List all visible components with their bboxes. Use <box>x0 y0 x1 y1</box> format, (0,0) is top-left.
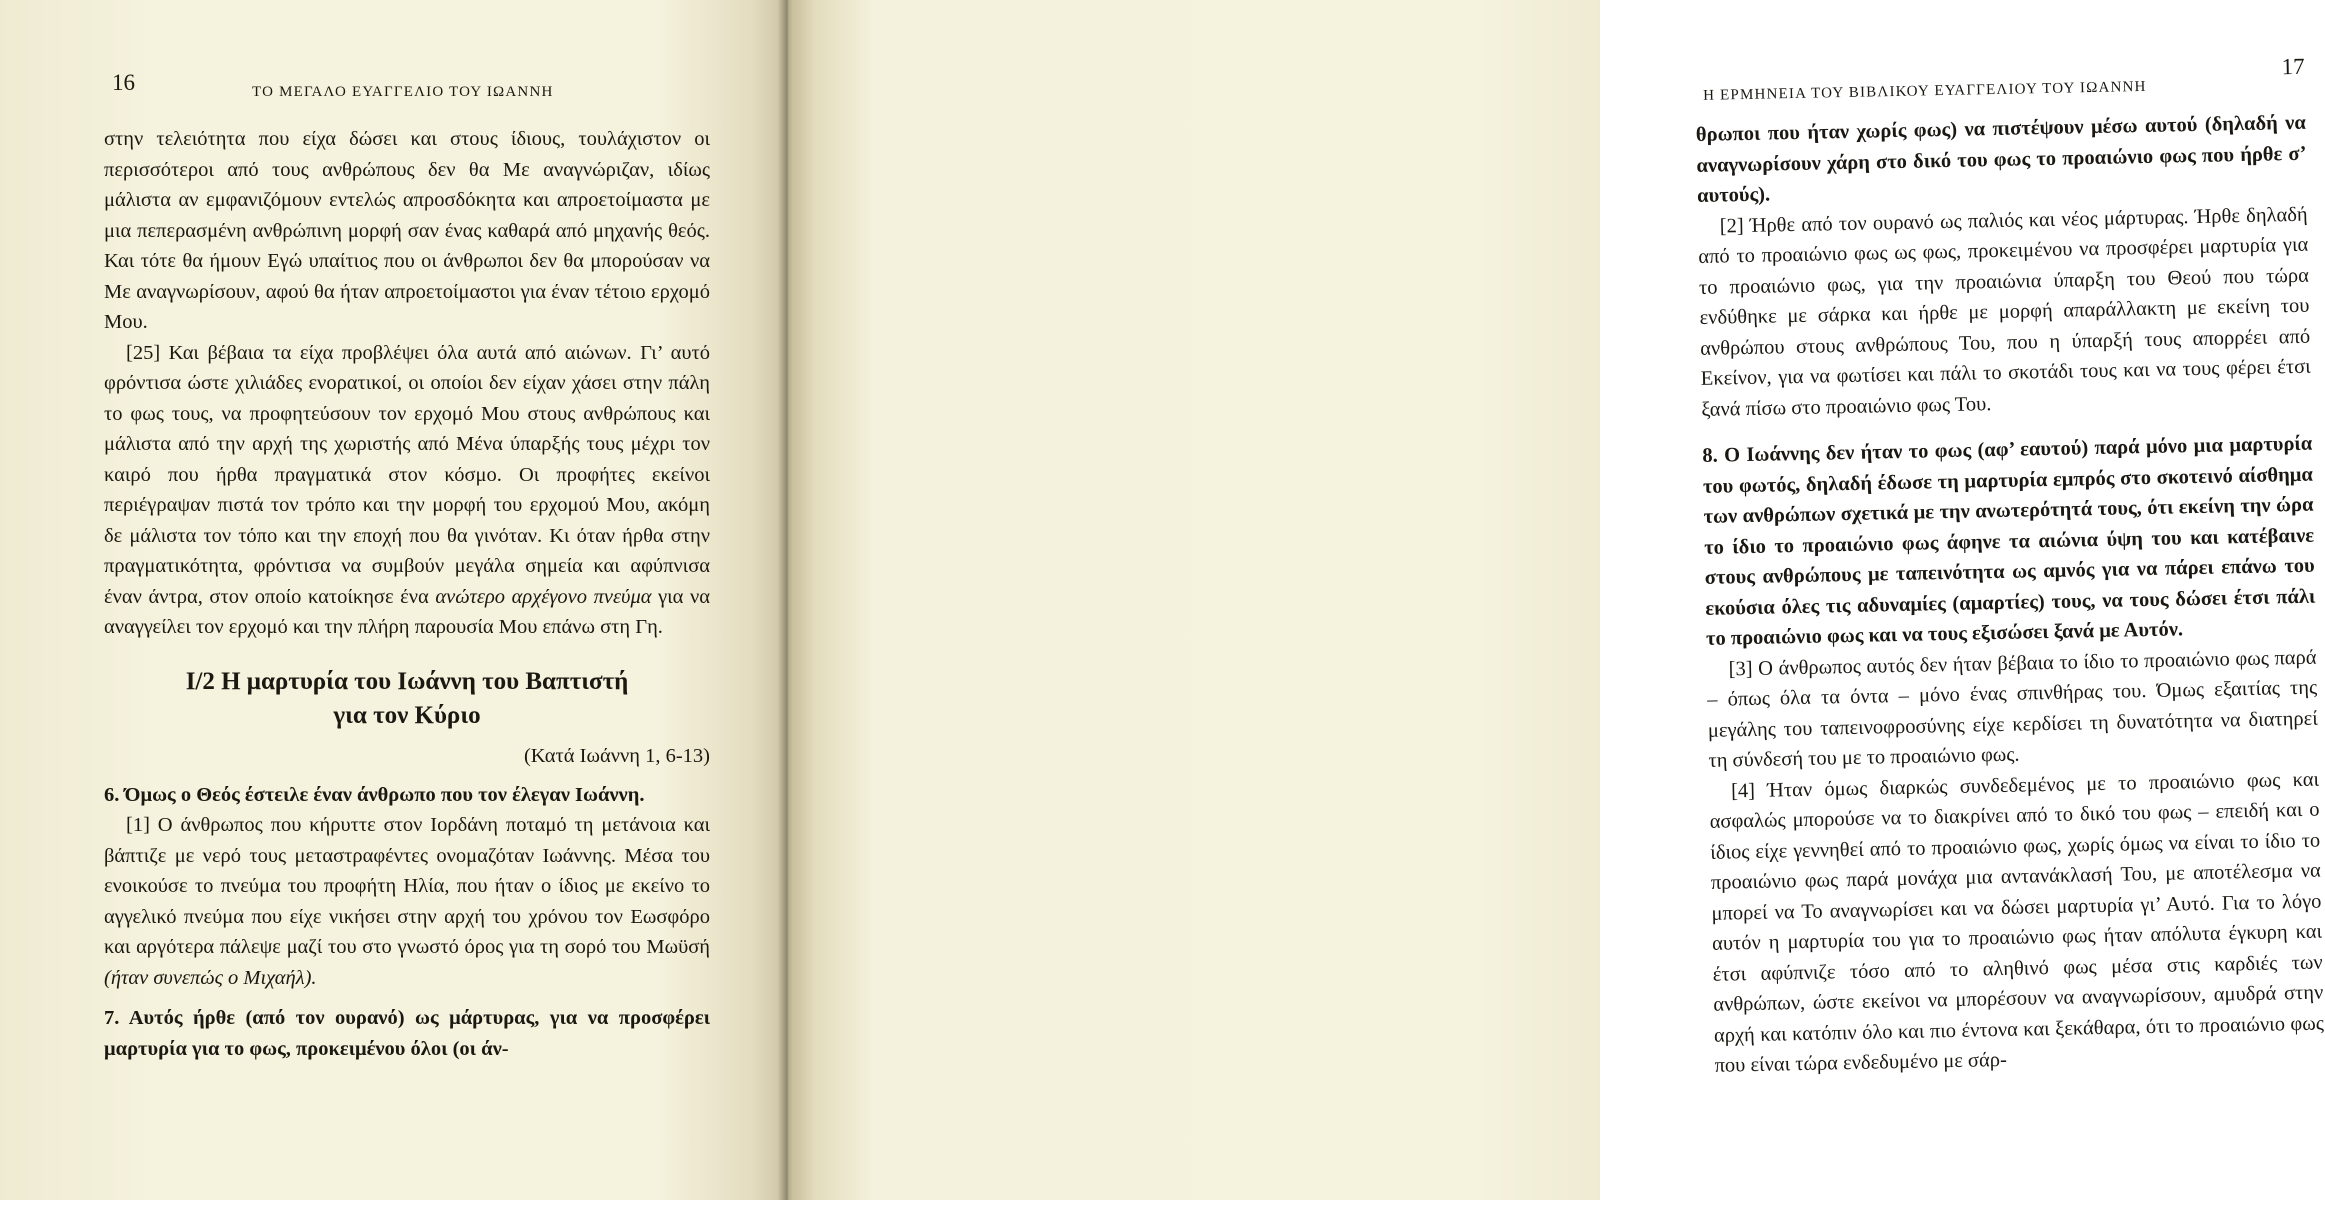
paragraph-4: [4] Ήταν όμως διαρκώς συνδεδεμένος με το προαιώνιο φως και ασφαλώς μπορούσε να το διακρίνει από το δικό του φως – επειδή και ο ίδιος είχε γεννηθεί από το προαιώνιο φως, χωρίς όμως να είναι το ίδιο το προαιώνιο φως παρά μονάχα μια αντανάκλασή Του, με αποτέλεσμα να μπορεί να Το αναγνωρίσει και να δώσει μαρτυρία γι’ Αυτό. Για το λόγο αυτόν η μαρτυρία του για το προαιώνιο φως ήταν απόλυτα έγκυρη και έτσι αφύπνιζε τόσο από το αληθινό φως μέσα στις καρδιές των ανθρώπων, ώστε εκείνοι να μπορέσουν να αναγνωρίσουν, αμυδρά στην αρχή και κατόπιν όλο και πιο έντονα και ξεκάθαρα, ότι το προαιώνιο φως που είναι τώρα ενδεδυμένο με σάρ- <box>1709 768 2325 1077</box>
page-number-left: 16 <box>112 70 135 95</box>
paragraph-25-end: για να αναγγείλει τον ερχομό και την πλήρη παρουσία Μου επάνω στη Γη. <box>104 585 711 638</box>
paragraph-3: [3] Ο άνθρωπος αυτός δεν ήταν βέβαια το ίδιο το προαιώνιο φως παρά – όπως όλα τα όντα – μόνο ένας σπινθήρας του. Όμως εξαιτίας της μεγάλης του ταπεινοφροσύνης είχε κερδίσει τη δυνατότητα να διατηρεί τη σύνδεσή του με το προαιώνιο φως. <box>1707 646 2318 772</box>
section-title <box>104 665 710 733</box>
page-number-right: 17 <box>2281 53 2305 80</box>
right-page-content <box>1694 28 2325 1082</box>
verse-8: 8. Ο Ιωάννης δεν ήταν το φως (αφ’ εαυτού) παρά μόνο μια μαρτυρία του φωτός, δηλαδή έδωσε τη μαρτυρία εμπρός στο σκοτεινό αίσθημα των ανθρώπων σχετικά με την ανωτερότητά τους, ότι εκείνη την ώρα το ίδιο το προαιώνιο φως άφηνε τα αιώνια ύψη του και κατέβαινε στους ανθρώπους με ταπεινότητα ως αμνός για να πάρει επάνω του εκούσια όλες τις αδυναμίες (αμαρτίες) τους, να τους δώσει έτσι πάλι το προαιώνιο φως και να τους εξισώσει ξανά με Αυτόν. <box>1702 432 2316 650</box>
paragraph-2: [2] Ήρθε από τον ουρανό ως παλιός και νέος μάρτυρας. Ήρθε δηλαδή από το προαιώνιο φως ως φως, προκειμένου να προσφέρει μαρτυρία για το προαιώνιο φως, για την προαιώνια ύπαρξη του Θεού που τώρα ενδύθηκε με σάρκα και ήρθε με μορφή απαράλλακτη με εκείνη του ανθρώπου στους ανθρώπους Του, που η ύπαρξή τους απορρέει από Εκείνον, για να φωτίσει και πάλι το σκοτάδι τους και να τους φέρει έτσι ξανά πίσω στο προαιώνιο φως Του. <box>1698 203 2311 421</box>
paragraph-1 <box>104 810 710 993</box>
paragraph-continuation: στην τελειότητα που είχα δώσει και στους ίδιους, τουλάχιστον οι περισσότεροι από τους ανθρώπους δεν θα Με αναγνώριζαν, ιδίως μάλιστα αν εμφανιζόμουν εντελώς απροσδόκητα και απροετοίμαστα με μια πεπερασμένη ανθρώπινη μορφή σαν ένας καθαρά από μηχανής θεός. Και τότε θα ήμουν Εγώ υπαίτιος που οι άνθρωποι δεν θα μπορούσαν να Με αναγνωρίσουν, αφού θα ήταν απροετοίμαστοι για έναν τέτοιο ερχομό Μου. <box>104 128 710 333</box>
running-title-right: Η ΕΡΜΗΝΕΙΑ ΤΟΥ ΒΙΒΛΙΚΟΥ ΕΥΑΓΓΕΛΙΟΥ ΤΟΥ ΙΩΑΝΝΗ <box>1702 78 2147 104</box>
left-running-head <box>104 70 710 124</box>
section-title-line-2: για τον Κύριο <box>333 701 481 729</box>
scan-bottom-margin <box>0 1200 1600 1213</box>
paragraph-1-italic: (ήταν συνεπώς ο Μιχαήλ). <box>104 966 317 989</box>
running-title-left: ΤΟ ΜΕΓΑΛΟ ΕΥΑΓΓΕΛΙΟ ΤΟΥ ΙΩΑΝΝΗ <box>252 84 554 100</box>
left-page <box>0 0 784 1200</box>
scripture-reference: (Κατά Ιωάννη 1, 6-13) <box>523 744 710 767</box>
verse-7-continuation: θρωποι που ήταν χωρίς φως) να πιστέψουν μέσω αυτού (δηλαδή να αναγνωρίσουν χάρη στο δικό του φως το προαιώνιο φως που ήρθε σ’ αυτούς). <box>1695 111 2307 207</box>
left-page-content <box>104 70 710 1064</box>
paragraph-25 <box>104 338 710 643</box>
verse-7: 7. Αυτός ήρθε (από τον ουρανό) ως μάρτυρας, για να προσφέρει μαρτυρία για το φως, προκειμένου όλοι (οι άν- <box>104 1007 710 1060</box>
section-title-line-1: Ι/2 Η μαρτυρία του Ιωάννη του Βαπτιστή <box>185 667 629 695</box>
paragraph-25-italic: ανώτερο αρχέγονο πνεύμα <box>435 585 652 608</box>
right-page <box>792 0 2325 1200</box>
right-running-head <box>1694 28 2305 120</box>
verse-6: 6. Όμως ο Θεός έστειλε έναν άνθρωπο που τον έλεγαν Ιωάννη. <box>104 783 645 806</box>
paragraph-1-text: [1] Ο άνθρωπος που κήρυττε στον Ιορδάνη ποταμό τη μετάνοια και βάπτιζε με νερό τους μεταστραφέντες ονομαζόταν Ιωάννης. Μέσα του ενοικούσε το πνεύμα του προφήτη Ηλία, που ήταν ο ίδιος με εκείνο το αγγελικό πνεύμα που είχε νικήσει στην αρχή του χρόνου τον Εωσφόρο και αργότερα πάλεψε μαζί του στο γνωστό όρος για τη σορό του Μωϋσή <box>104 814 710 958</box>
paragraph-25-text: [25] Και βέβαια τα είχα προβλέψει όλα αυτά από αιώνων. Γι’ αυτό φρόντισα ώστε χιλιάδες ενορατικοί, οι οποίοι δεν είχαν χάσει στην πάλη το φως τους, να προφητεύσουν τον ερχομό Μου στους ανθρώπους και μάλιστα από την αρχή της χωριστής από Μένα ύπαρξής τους μέχρι τον καιρό που ήρθα πραγματικά στον κόσμο. Οι προφήτες εκείνοι περιέγραψαν πιστά τον τρόπο και την μορφή του ερχομού Μου, ακόμη δε μάλιστα τον τόπο και την εποχή που θα γινόταν. Κι όταν ήρθα στην πραγματικότητα, φρόντισα να συμβούν μεγάλα σημεία και αφύπνισα έναν άντρα, στον οποίο κατοίκησε ένα <box>104 341 710 608</box>
